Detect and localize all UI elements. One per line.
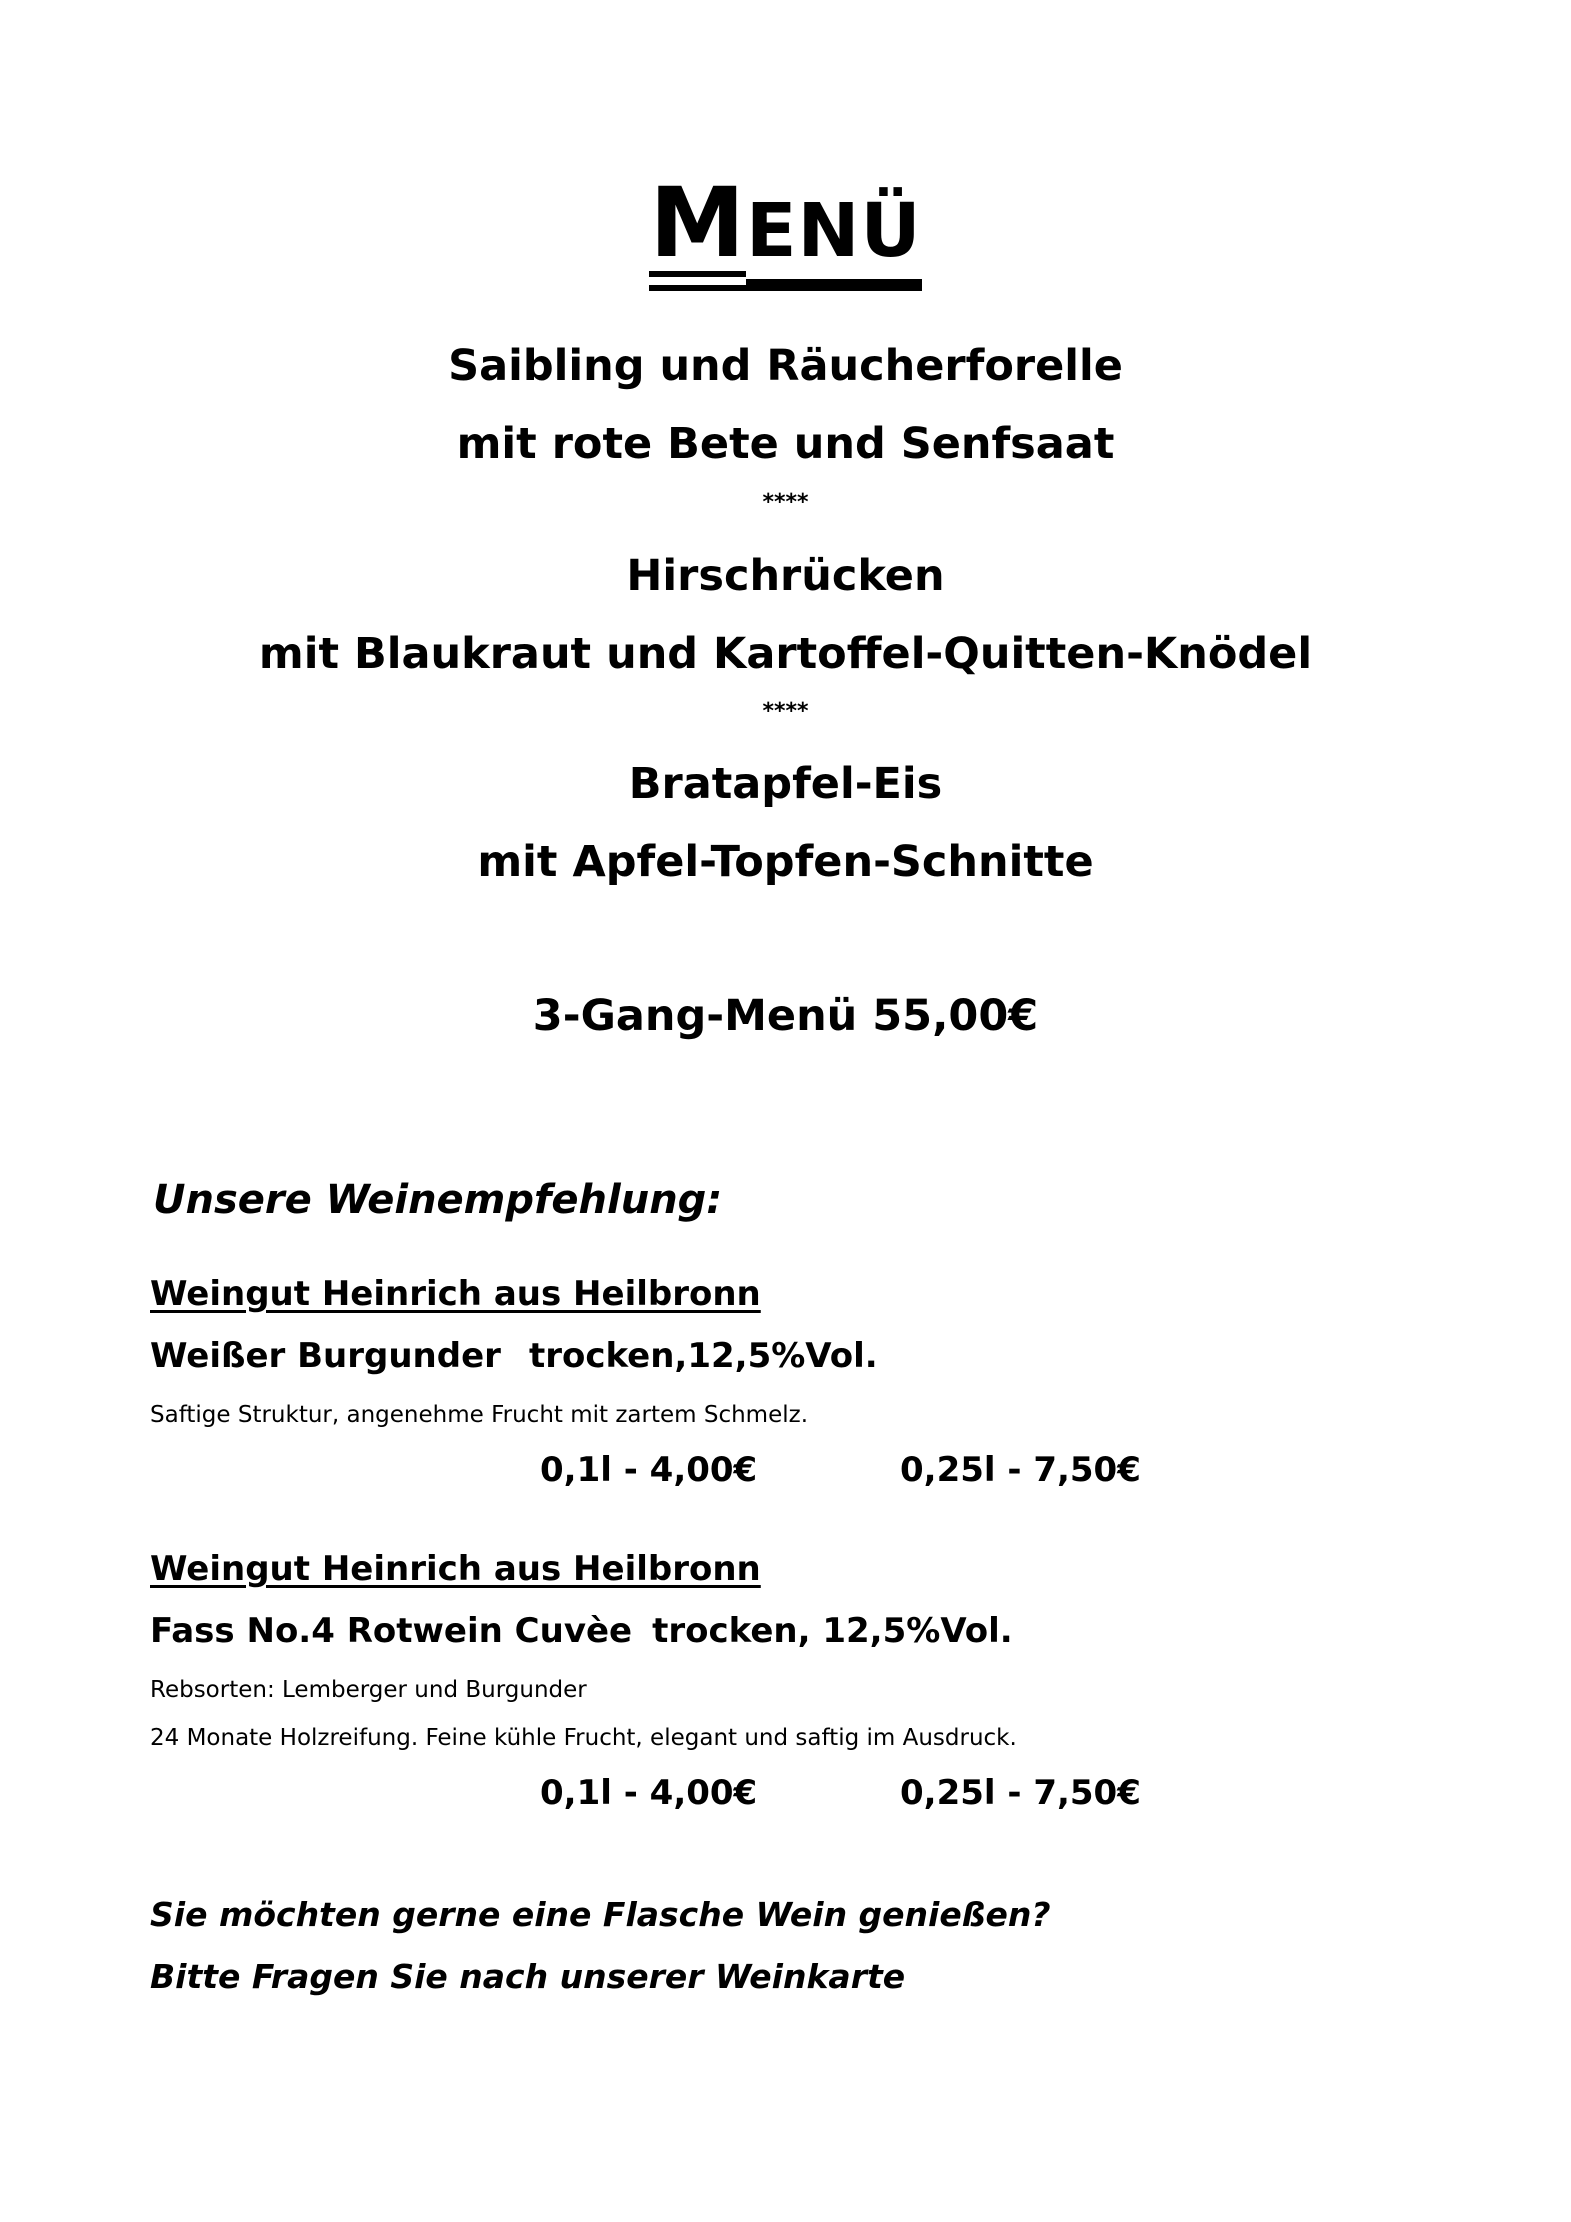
title-initial: M: [649, 167, 746, 279]
course-separator: ****: [762, 699, 809, 724]
wine-1-price-large: 0,25l - 7,50€: [900, 1450, 1141, 1490]
wine-2-name: Fass No.4 Rotwein Cuvèe: [150, 1611, 633, 1651]
wine-1-name: Weißer Burgunder: [150, 1336, 501, 1376]
wine-2-price-small: 0,1l - 4,00€: [540, 1773, 758, 1813]
wine-2-note-1: Rebsorten: Lemberger und Burgunder: [150, 1677, 587, 1703]
wine-1-title: [150, 1334, 878, 1378]
wine-2-details: trocken, 12,5%Vol.: [652, 1611, 1013, 1651]
course-1-name: Saibling und Räucherforelle: [448, 341, 1123, 391]
wine-recommendation-heading: Unsere Weinempfehlung:: [153, 1177, 723, 1223]
course-separator: ****: [762, 490, 809, 515]
page-title: [0, 168, 1571, 278]
wine-1-note: Saftige Struktur, angenehme Frucht mit zartem Schmelz.: [150, 1402, 809, 1428]
wine-2-price-large: 0,25l - 7,50€: [900, 1773, 1141, 1813]
title-rest: ENÜ: [746, 183, 922, 285]
wine-2-estate: Weingut Heinrich aus Heilbronn: [150, 1549, 761, 1589]
wine-1-estate: Weingut Heinrich aus Heilbronn: [150, 1274, 761, 1314]
menu-price: 3-Gang-Menü 55,00€: [532, 991, 1039, 1041]
course-2-description: mit Blaukraut und Kartoffel-Quitten-Knödel: [258, 629, 1313, 679]
footer-question: Sie möchten gerne eine Flasche Wein genießen?: [150, 1895, 1051, 1934]
course-3-name: Bratapfel-Eis: [628, 759, 943, 809]
footer-wine-list-hint: Bitte Fragen Sie nach unserer Weinkarte: [150, 1957, 906, 1996]
wine-2-note-2: 24 Monate Holzreifung. Feine kühle Frucht, elegant und saftig im Ausdruck.: [150, 1725, 1017, 1751]
wine-1-price-small: 0,1l - 4,00€: [540, 1450, 758, 1490]
course-2-name: Hirschrücken: [626, 551, 945, 601]
wine-1-details: trocken,12,5%Vol.: [528, 1336, 878, 1376]
course-3-description: mit Apfel-Topfen-Schnitte: [477, 837, 1094, 887]
wine-2-title: [150, 1609, 1013, 1653]
course-1-description: mit rote Bete und Senfsaat: [456, 419, 1115, 469]
